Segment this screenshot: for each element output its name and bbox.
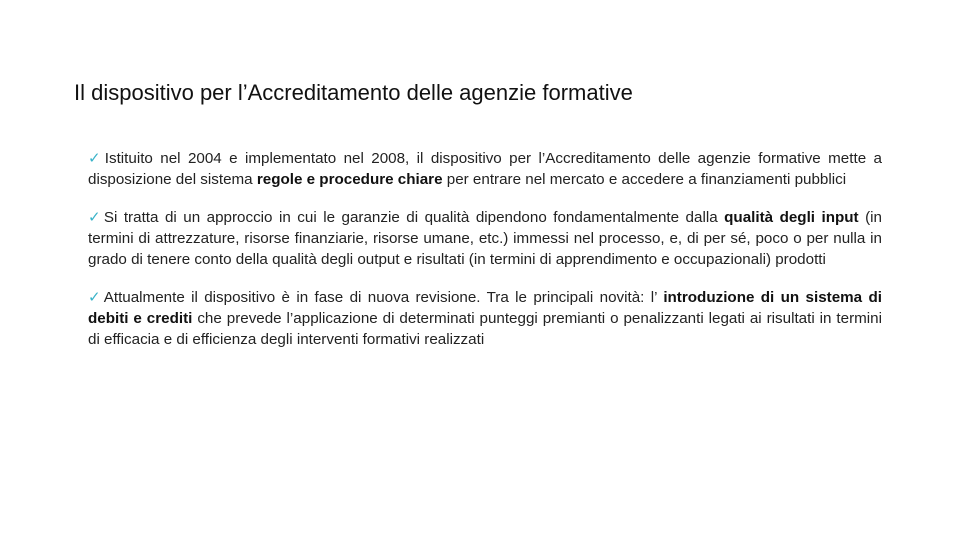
bullet-bold-text: introduzione di un sistema di debiti e crediti <box>88 289 882 327</box>
checkmark-icon: ✓ <box>88 289 103 306</box>
bullet-bold-text: regole e procedure chiare <box>256 171 443 188</box>
bullet-list <box>88 148 882 367</box>
slide-title: Il dispositivo per l’Accreditamento delle agenzie formative <box>74 80 633 105</box>
bullet-item <box>88 287 882 350</box>
bullet-item <box>88 207 882 270</box>
bullet-text: per entrare nel mercato e accedere a finanziamenti pubblici <box>442 171 847 188</box>
bullet-bold-text: qualità degli input <box>724 209 859 226</box>
checkmark-icon: ✓ <box>88 209 103 226</box>
checkmark-icon: ✓ <box>88 150 104 167</box>
bullet-text: (in termini di attrezzature, risorse finanziarie, risorse umane, etc.) immessi nel processo, e, di per sé, poco o per nulla in grado di tenere conto della qualità degli output e risultati (in termini di apprendimento e occupazionali) prodotti <box>88 209 882 268</box>
bullet-text: Attualmente il dispositivo è in fase di nuova revisione. Tra le principali novità: l’ <box>103 289 664 306</box>
bullet-text: che prevede l’applicazione di determinati punteggi premianti o penalizzanti legati ai risultati in termini di efficacia e di efficienza degli interventi formativi realizzati <box>88 310 882 348</box>
bullet-text: Istituito nel 2004 e implementato nel 2008, il dispositivo per l’Accreditamento delle agenzie formative mette a disposizione del sistema <box>88 150 882 188</box>
bullet-text: Si tratta di un approccio in cui le garanzie di qualità dipendono fondamentalmente dalla <box>103 209 725 226</box>
bullet-item <box>88 148 882 190</box>
